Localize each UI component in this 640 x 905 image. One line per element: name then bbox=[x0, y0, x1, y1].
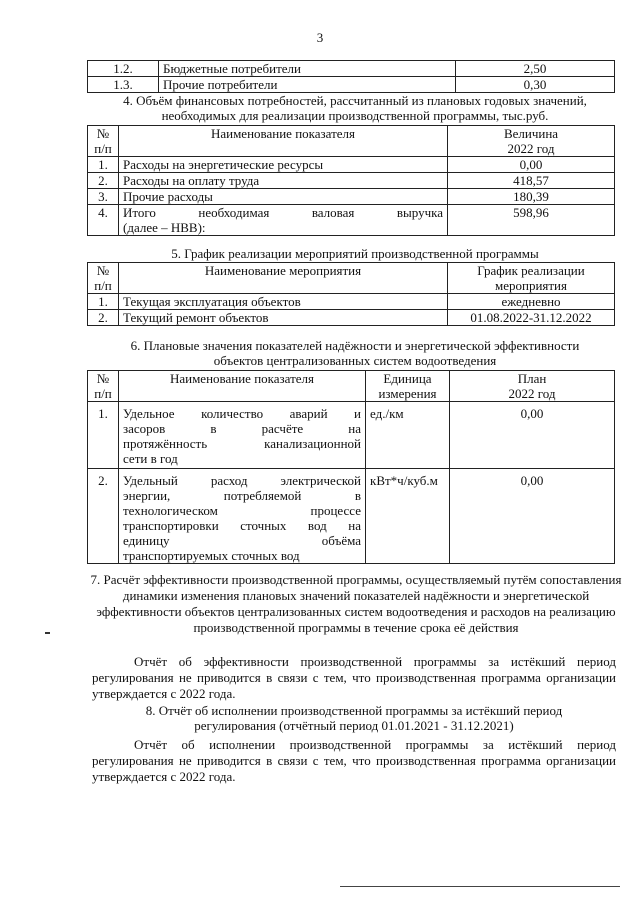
row-name: Прочие потребители bbox=[159, 77, 456, 93]
margin-mark bbox=[45, 632, 50, 634]
header-value: Величина 2022 год bbox=[448, 126, 615, 157]
row-name-line: Удельное количество аварий и bbox=[123, 406, 361, 421]
footer-rule bbox=[340, 886, 620, 887]
row-name-line: Удельный расход электрической bbox=[123, 473, 361, 488]
row-number: 3. bbox=[88, 189, 119, 205]
row-name: Бюджетные потребители bbox=[159, 61, 456, 77]
row-number: 1. bbox=[88, 294, 119, 310]
row-value: 418,57 bbox=[448, 173, 615, 189]
section-7-text: Отчёт об эффективности производственной программы за истёкший период регулирования не приводится в связи с тем, что производственная программа организации утверждается с 2022 года. bbox=[92, 654, 616, 701]
row-name-line: сети в год bbox=[123, 451, 178, 466]
table-row bbox=[88, 469, 615, 564]
table-consumers bbox=[87, 60, 615, 93]
row-name: Расходы на энергетические ресурсы bbox=[119, 157, 448, 173]
row-number: 2. bbox=[88, 173, 119, 189]
header-number: № п/п bbox=[88, 126, 119, 157]
table-row bbox=[88, 173, 615, 189]
table-header-row bbox=[88, 371, 615, 402]
row-name bbox=[119, 469, 366, 564]
section-7-title: 7. Расчёт эффективности производственной программы, осуществляемый путём сопоставления динамики изменения плановых значений показателей надёжности и энергетической эффективности объектов централизованных систем водоотведения и расходов на реализацию производственной программы в течение срока её действия bbox=[90, 572, 622, 635]
section-4-title: 4. Объём финансовых потребностей, рассчитанный из плановых годовых значений, необходимых для реализации производственной программы, тыс.руб. bbox=[123, 93, 587, 123]
header-name: Наименование показателя bbox=[119, 371, 366, 402]
row-value: 598,96 bbox=[448, 205, 615, 236]
row-number: 4. bbox=[88, 205, 119, 236]
row-name bbox=[119, 402, 366, 469]
row-value: 0,00 bbox=[448, 157, 615, 173]
row-value: 180,39 bbox=[448, 189, 615, 205]
row-plan: 0,00 bbox=[450, 469, 615, 564]
row-number: 2. bbox=[88, 310, 119, 326]
row-name-line: засоров в расчёте на bbox=[123, 421, 361, 436]
row-number: 1.2. bbox=[88, 61, 159, 77]
page-number: 3 bbox=[316, 30, 324, 45]
table-header-row bbox=[88, 263, 615, 294]
section-8-title: 8. Отчёт об исполнении производственной программы за истёкший период bbox=[145, 703, 563, 718]
row-number: 1. bbox=[88, 402, 119, 469]
row-schedule: ежедневно bbox=[448, 294, 615, 310]
header-number: № п/п bbox=[88, 263, 119, 294]
header-name: Наименование мероприятия bbox=[119, 263, 448, 294]
row-name-line: транспортируемых сточных вод bbox=[123, 548, 300, 563]
table-financial-needs bbox=[87, 125, 615, 236]
row-name: Текущая эксплуатация объектов bbox=[119, 294, 448, 310]
table-row bbox=[88, 77, 615, 93]
row-unit: кВт*ч/куб.м bbox=[366, 469, 450, 564]
table-row bbox=[88, 294, 615, 310]
section-6-title: 6. Плановые значения показателей надёжности и энергетической эффективности объектов централизованных систем водоотведения bbox=[130, 338, 580, 368]
table-row bbox=[88, 402, 615, 469]
row-name-line: энергии, потребляемой в bbox=[123, 488, 361, 503]
row-value: 2,50 bbox=[456, 61, 615, 77]
row-schedule: 01.08.2022-31.12.2022 bbox=[448, 310, 615, 326]
table-reliability-indicators bbox=[87, 370, 615, 564]
table-row bbox=[88, 310, 615, 326]
row-number: 2. bbox=[88, 469, 119, 564]
row-name: Текущий ремонт объектов bbox=[119, 310, 448, 326]
table-row bbox=[88, 157, 615, 173]
table-schedule bbox=[87, 262, 615, 326]
row-name-line: единицу объёма bbox=[123, 533, 361, 548]
header-name: Наименование показателя bbox=[119, 126, 448, 157]
row-name-line: технологическом процессе bbox=[123, 503, 361, 518]
row-number: 1.3. bbox=[88, 77, 159, 93]
table-row bbox=[88, 205, 615, 236]
section-8-text: Отчёт об исполнении производственной программы за истёкший период регулирования не приводится в связи с тем, что производственная программа организации утверждается с 2022 года. bbox=[92, 737, 616, 784]
row-name: Прочие расходы bbox=[119, 189, 448, 205]
header-unit: Единица измерения bbox=[366, 371, 450, 402]
row-name-line: Итого необходимая валовая выручка bbox=[123, 205, 443, 220]
row-name bbox=[119, 205, 448, 236]
row-name-line: (далее – НВВ): bbox=[123, 220, 206, 235]
table-row bbox=[88, 189, 615, 205]
row-value: 0,30 bbox=[456, 77, 615, 93]
row-name-line: транспортировки сточных вод на bbox=[123, 518, 361, 533]
row-unit: ед./км bbox=[366, 402, 450, 469]
row-number: 1. bbox=[88, 157, 119, 173]
header-plan: План 2022 год bbox=[450, 371, 615, 402]
table-header-row bbox=[88, 126, 615, 157]
header-number: № п/п bbox=[88, 371, 119, 402]
section-5-title: 5. График реализации мероприятий производственной программы bbox=[171, 246, 539, 261]
table-row bbox=[88, 61, 615, 77]
section-8-subtitle: регулирования (отчётный период 01.01.2021 - 31.12.2021) bbox=[194, 718, 514, 733]
row-name: Расходы на оплату труда bbox=[119, 173, 448, 189]
header-schedule: График реализации мероприятия bbox=[448, 263, 615, 294]
row-plan: 0,00 bbox=[450, 402, 615, 469]
row-name-line: протяжённость канализационной bbox=[123, 436, 361, 451]
